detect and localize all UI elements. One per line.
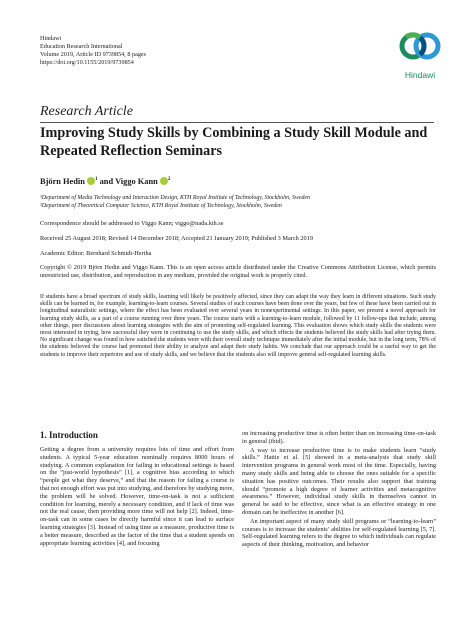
paragraph: on increasing productive time is often better than on increasing time-on-task in general (ibid).: [242, 430, 436, 445]
logo-wordmark: Hindawi: [404, 70, 436, 80]
author-2[interactable]: Viggo Kann: [115, 177, 158, 186]
journal-info: [40, 35, 146, 67]
abstract: If students have a broad spectrum of study skills, learning will likely be positively affected, since they can adapt the way they learn in different situations. Such study skills can be learned in, for example, learning-to-learn courses. Several studies of such courses have been done over the years, but few of these have been carried out in longitudinal naturalistic settings, where the effect has been evaluated over several years in nonexperimental settings. In this paper, we present a novel approach for learning study skills, as a part of a course running over three years. The course starts with a learning-to-learn module, followed by 11 follow-ups that include, among other things, peer discussions about learning strategies with the aim of promoting self-regulated learning. This evaluation shows which study skills the students were most interested in trying, how successful they were in continuing to use the study skills, and which effects the students believed the study skills had after trying them. No significant change was found in how satisfied the students were with their overall study technique immediately after the initial module, but in the long term, 78% of the students believed the course had promoted their ability to analyze and adapt their study habits. We conclude that our approach could be a useful way to get the students to improve their repertoire and use of study skills, and we believe that the students also will improve general self-regulated learning skills.: [40, 294, 436, 358]
affiliation-2: ²Department of Theoretical Computer Science, KTH Royal Institute of Technology, Stockholm, Sweden: [40, 203, 282, 209]
paragraph: An important aspect of many study skill programs or “learning-to-learn” courses is to increase the students’ abilities for self-regulated learning [5, 7]. Self-regulated learning refers to the degree to which individuals can regulate aspects of their thinking, motivation, and behavior: [242, 517, 436, 549]
academic-editor: Academic Editor: Bernhard Schmidt-Hertha: [40, 250, 152, 257]
author-list: [40, 177, 170, 186]
author-2-affiliation: 2: [167, 177, 171, 183]
volume-info: Volume 2019, Article ID 9739854, 8 pages: [40, 51, 147, 58]
paragraph: A way to increase productive time is to make students learn “study skills.” Hattie et al. [5] showed in a meta-analysis that study skill intervention programs in general work most of the time. Especially, having many study skills and being able to choose the ones suitable for a specific situation has positive outcomes. Their results also support that training should “promote a high degree of learner activities and metacognitive awareness.” However, individual study skills in themselves cannot in general be said to be effective, since what is an effective strategy in one domain can be ineffective in another [6].: [242, 446, 436, 516]
doi-link[interactable]: https://doi.org/10.1155/2019/9739854: [40, 59, 134, 66]
article-title: Improving Study Skills by Combining a Study Skill Module and Repeated Reflection Seminars: [40, 125, 428, 159]
title-divider: [40, 122, 434, 123]
correspondence: Correspondence should be addressed to Viggo Kann; viggo@nada.kth.se: [40, 220, 224, 227]
orcid-icon[interactable]: [160, 177, 168, 185]
hindawi-logo: [396, 30, 444, 82]
body-column-left: [40, 446, 234, 547]
author-1[interactable]: Björn Hedin: [40, 177, 85, 186]
journal-name: Education Research International: [40, 43, 123, 50]
section-heading: 1. Introduction: [40, 430, 98, 440]
publisher-name: Hindawi: [40, 35, 62, 42]
hindawi-logo-icon: [396, 30, 444, 70]
orcid-icon[interactable]: [87, 177, 95, 185]
author-conjunction: and: [99, 177, 114, 186]
body-column-right: [242, 430, 436, 549]
publication-dates: Received 25 August 2018; Revised 14 December 2018; Accepted 21 January 2019; Published 3 March 2019: [40, 235, 313, 242]
copyright-notice: Copyright © 2019 Björn Hedin and Viggo Kann. This is an open access article distributed under the Creative Commons Attribution License, which permits unrestricted use, distribution, and reproduction in any medium, provided the original work is properly cited.: [40, 264, 436, 279]
article-type: Research Article: [40, 104, 133, 119]
paragraph: Getting a degree from a university requires lots of time and effort from students. A typical 5-year education nominally requires 8000 hours of studying. A common explanation for failing in educational settings is based on the “just-world hypothesis” [1], a cognitive bias according to which “people get what they deserve,” and that the reason for failing a course is that not enough effort was put into studying, and therefore by studying more, the problem will be solved. However, time-on-task is not a sufficient condition for learning, merely a necessary condition, and if lack of time was not the real cause, then providing more time will not help [2]. Indeed, time-on-task can in some cases be directly harmful since it can lead to surface learning strategies [3]. Instead of using time as a measure, productive time is a better measure, described as the factor of the time that a student spends on appropriate learning activities [4], and focusing: [40, 446, 235, 547]
author-1-affiliation: 1: [95, 177, 98, 183]
affiliation-1: ¹Department of Media Technology and Interaction Design, KTH Royal Institute of Technology, Stockholm, Sweden: [40, 195, 310, 201]
